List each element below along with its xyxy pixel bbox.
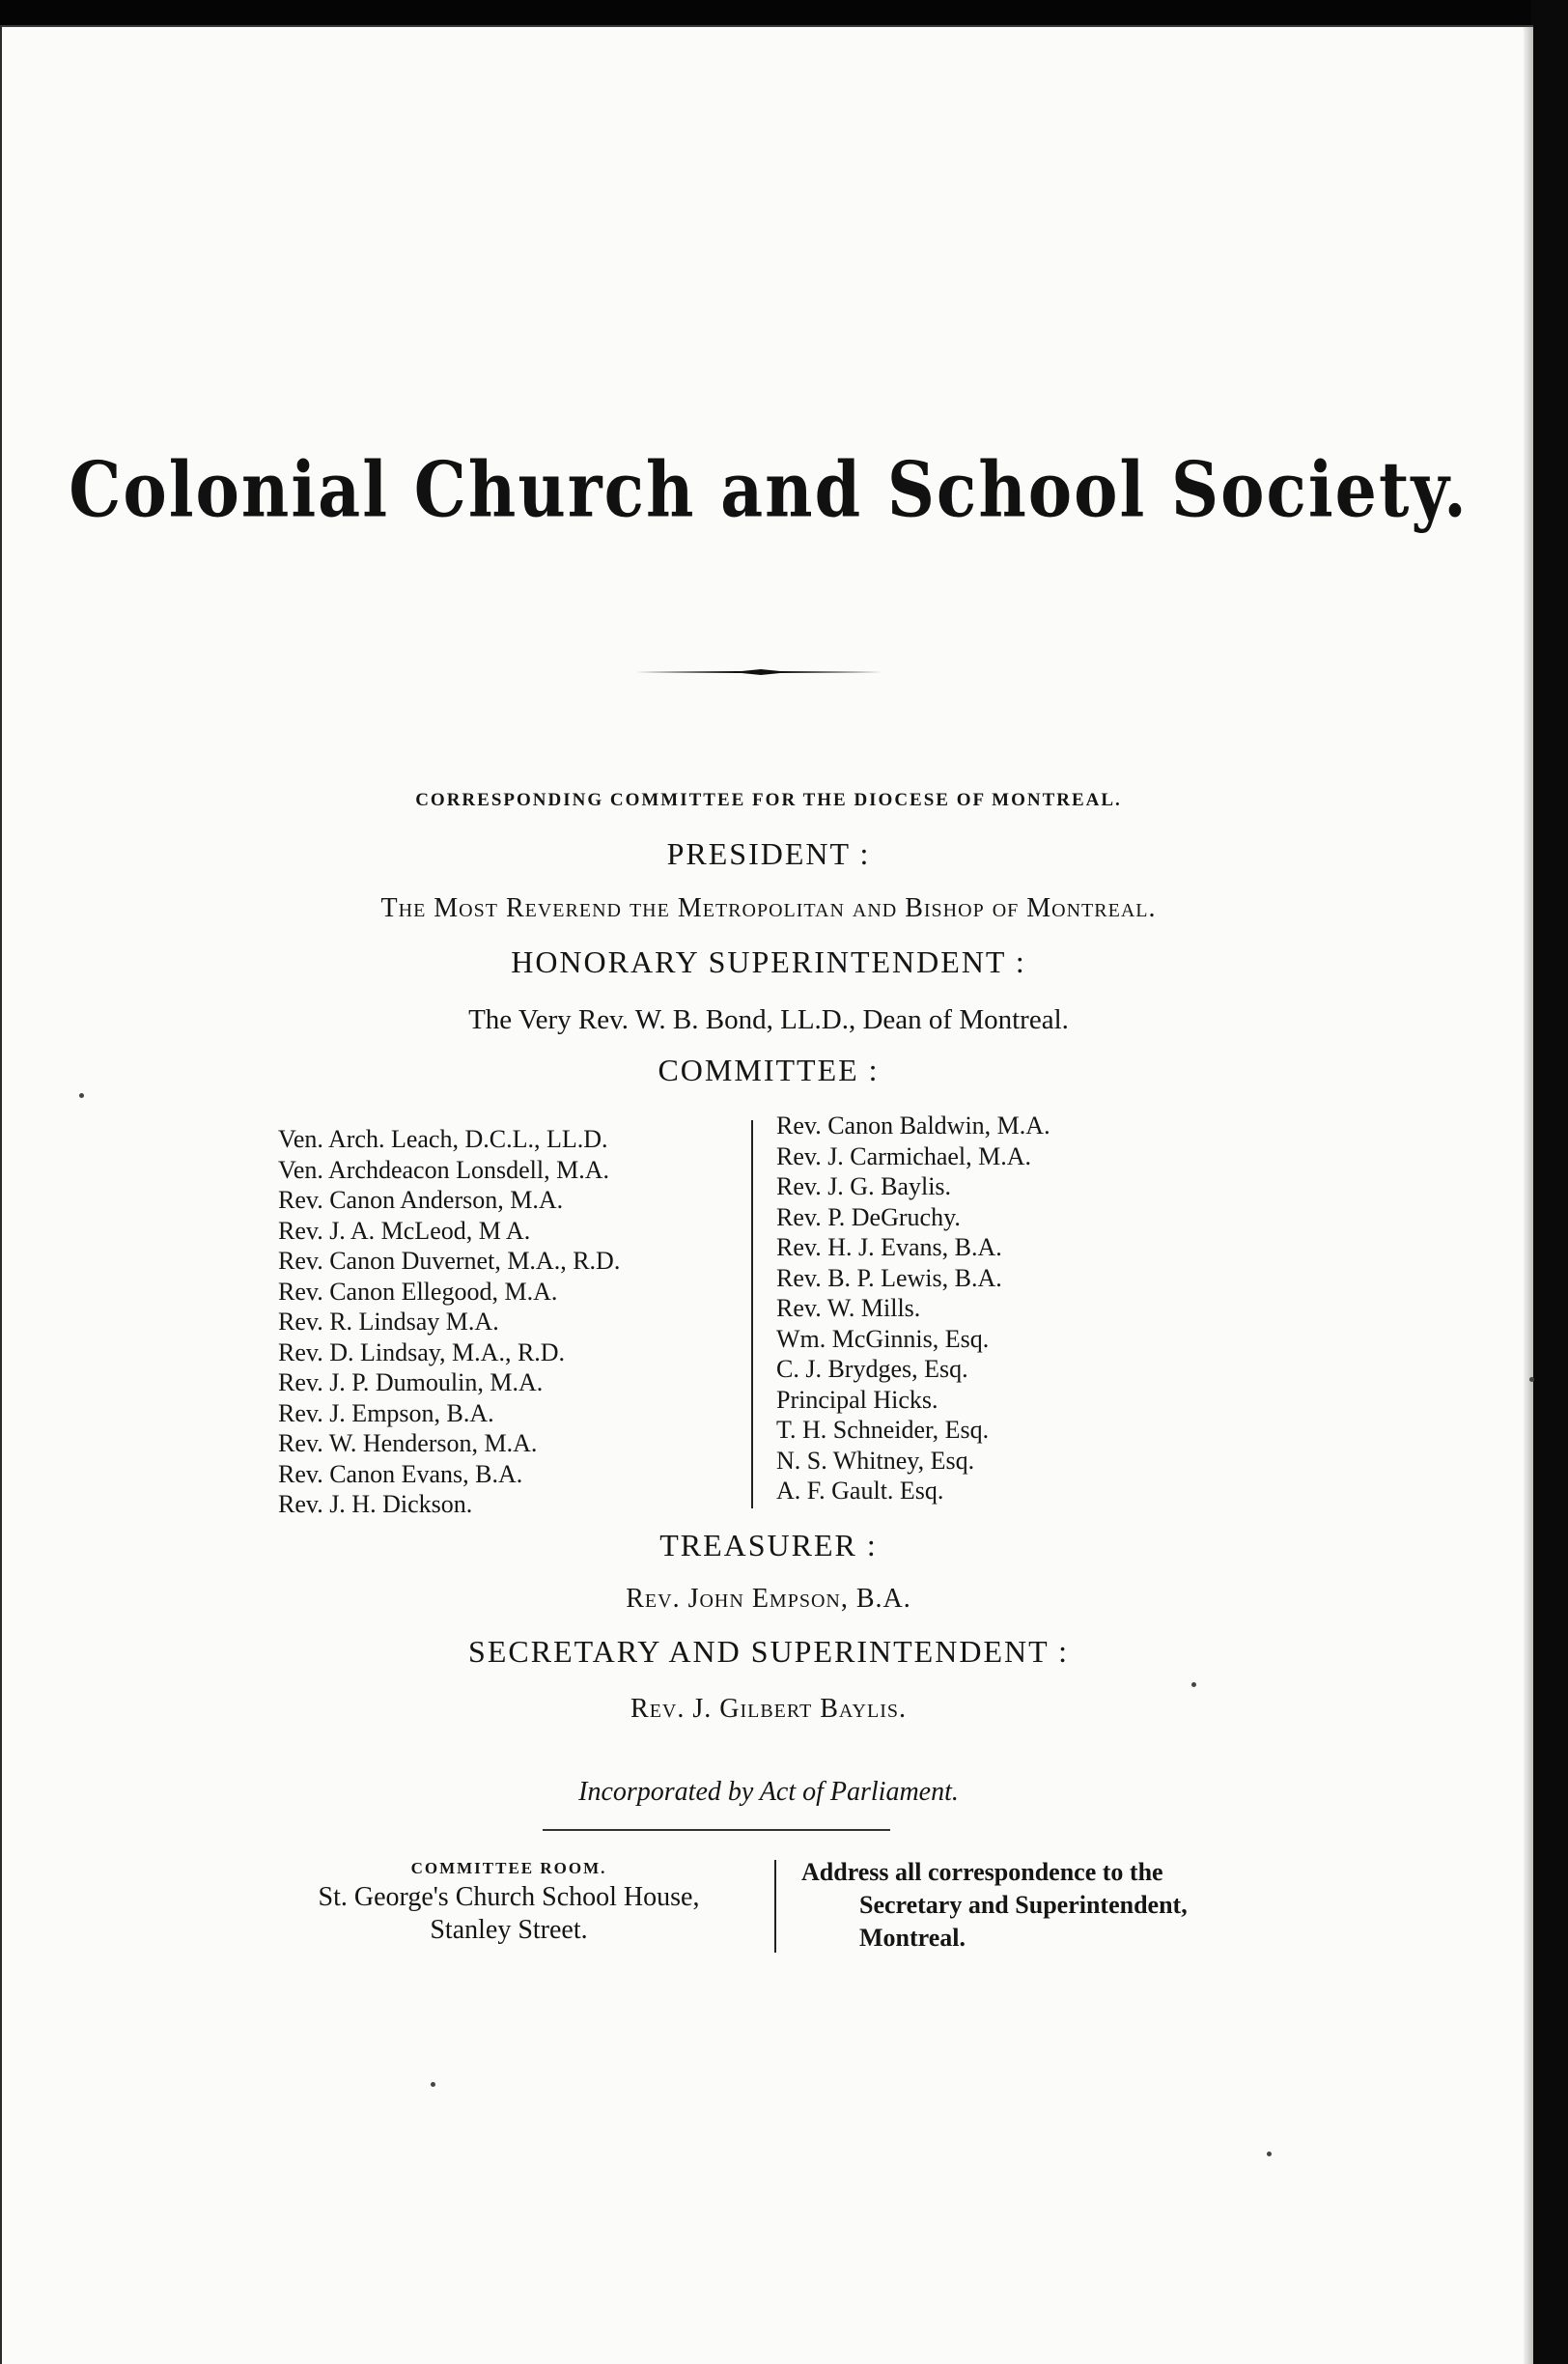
document-page [0,25,1533,2364]
president-heading: PRESIDENT : [666,836,871,871]
ink-speck [1267,2152,1272,2156]
committee-member: Rev. J. Carmichael, M.A. [776,1141,1032,1170]
honorary-superintendent-name: The Very Rev. W. B. Bond, LL.D., Dean of Montreal. [468,1004,1069,1035]
separator-rule [543,1829,890,1831]
ink-speck [431,2082,435,2087]
committee-member: Rev. D. Lindsay, M.A., R.D. [278,1337,566,1366]
secretary-heading: SECRETARY AND SUPERINTENDENT : [468,1634,1069,1669]
committee-member: Rev. Canon Evans, B.A. [278,1459,523,1488]
correspondence-line: Montreal. [859,1924,966,1952]
committee-member: Rev. J. H. Dickson. [278,1490,473,1518]
incorporated-line: Incorporated by Act of Parliament. [578,1777,959,1807]
committee-member: Rev. W. Henderson, M.A. [278,1429,538,1457]
honorary-superintendent-heading: HONORARY SUPERINTENDENT : [511,944,1026,979]
committee-member: Rev. Canon Ellegood, M.A. [278,1277,558,1306]
committee-member: Rev. J. P. Dumoulin, M.A. [278,1368,544,1396]
committee-member: Rev. R. Lindsay M.A. [278,1308,499,1336]
treasurer-name: Rev. John Empson, B.A. [626,1584,911,1614]
footer-divider [774,1860,776,1953]
committee-member: Rev. Canon Duvernet, M.A., R.D. [278,1247,621,1275]
committee-member: Rev. B. P. Lewis, B.A. [776,1263,1002,1292]
committee-member: N. S. Whitney, Esq. [776,1446,975,1475]
committee-heading: COMMITTEE : [658,1053,880,1087]
ornamental-rule [635,668,882,672]
committee-column-divider [751,1120,753,1508]
committee-right-column [776,1111,1259,1506]
committee-room-line: Stanley Street. [430,1915,588,1945]
committee-member: Rev. J. G. Baylis. [776,1172,952,1200]
society-title: Colonial Church and School Society. [69,446,1469,535]
committee-member: Rev. Canon Anderson, M.A. [278,1186,564,1214]
corresponding-committee-line: CORRESPONDING COMMITTEE FOR THE DIOCESE OF MONTREAL. [415,790,1122,810]
committee-list [272,1111,1267,1516]
committee-left-column [278,1124,722,1520]
committee-member: Rev. J. Empson, B.A. [278,1398,494,1427]
committee-room-label: COMMITTEE ROOM. [410,1859,607,1877]
committee-member: C. J. Brydges, Esq. [776,1355,968,1383]
committee-member: Rev. Canon Baldwin, M.A. [776,1112,1050,1140]
ink-speck [1191,1682,1196,1687]
treasurer-heading: TREASURER : [659,1528,878,1562]
scan-border-right [1531,0,1568,2364]
committee-member: T. H. Schneider, Esq. [776,1416,990,1444]
committee-member: A. F. Gault. Esq. [776,1477,944,1505]
committee-member: Wm. McGinnis, Esq. [776,1324,990,1353]
committee-member: Rev. H. J. Evans, B.A. [776,1233,1002,1261]
scan-border-top [0,0,1568,27]
page-edge [1524,27,1533,2364]
ink-speck [79,1093,84,1098]
secretary-name: Rev. J. Gilbert Baylis. [630,1694,907,1724]
committee-member: Principal Hicks. [776,1385,938,1414]
president-name: The Most Reverend the Metropolitan and Bishop of Montreal. [380,893,1157,923]
correspondence-block [801,1856,1303,1955]
correspondence-line: Secretary and Superintendent, [859,1891,1188,1919]
committee-member: Rev. P. DeGruchy. [776,1202,961,1231]
ink-speck [1529,1377,1534,1382]
committee-member: Rev. J. A. McLeod, M A. [278,1216,531,1245]
footer [253,1856,1305,1962]
committee-room-block [253,1856,765,1947]
committee-member: Ven. Arch. Leach, D.C.L., LL.D. [278,1125,608,1153]
committee-member: Ven. Archdeacon Lonsdell, M.A. [278,1155,609,1184]
committee-room-line: St. George's Church School House, [318,1882,700,1912]
committee-member: Rev. W. Mills. [776,1294,921,1322]
correspondence-line: Address all correspondence to the [801,1858,1163,1886]
